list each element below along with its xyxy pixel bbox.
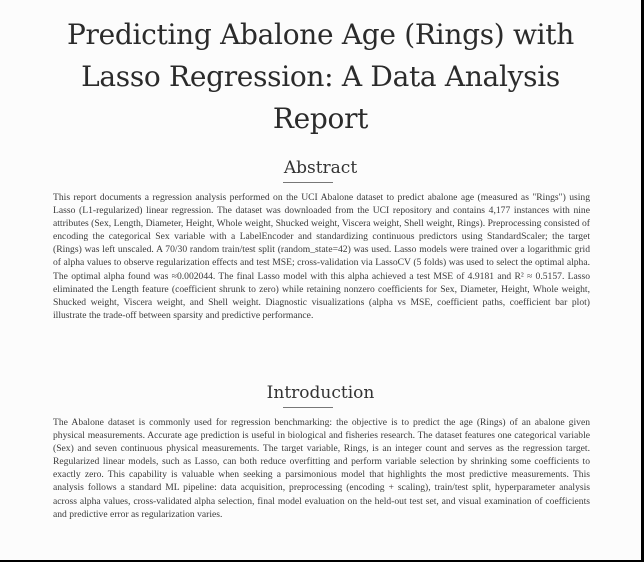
title-line-3: Report — [272, 102, 369, 135]
introduction-paragraph: The Abalone dataset is commonly used for regression benchmarking: the objective is to predict the age (Rings) of an abalone given physical measurements. Accurate age prediction is useful in biological and fisheries research. The dataset features one categorical variable (Sex) and seven continuous physical measurements. The target variable, Rings, is an integer count and serves as the regression target. Regularized linear models, such as Lasso, can both reduce overfitting and perform variable selection by shrinking some coefficients to exactly zero. This capability is valuable when seeking a parsimonious model that highlights the most predictive measurements. This analysis follows a standard ML pipeline: data acquisition, preprocessing (encoding + scaling), train/test split, hyperparameter analysis across alpha values, cross-validated alpha selection, final model evaluation on the held-out test set, and visual examination of coefficients and predictive error as regularization varies. — [53, 417, 590, 520]
title-line-1: Predicting Abalone Age (Rings) with — [66, 18, 574, 51]
introduction-heading-rule — [283, 407, 333, 408]
title-line-2: Lasso Regression: A Data Analysis — [81, 60, 560, 93]
report-title — [0, 14, 641, 140]
abstract-paragraph: This report documents a regression analysis performed on the UCI Abalone dataset to predict abalone age (measured as "Rings") using Lasso (L1-regularized) linear regression. The dataset was downloaded from the UCI repository and contains 4,177 instances with nine attributes (Sex, Length, Diameter, Height, Whole weight, Shucked weight, Viscera weight, Shell weight, Rings). Preprocessing consisted of encoding the categorical Sex variable with a LabelEncoder and standardizing continuous predictors using StandardScaler; the target (Rings) was left unscaled. A 70/30 random train/test split (random_state=42) was used. Lasso models were trained over a logarithmic grid of alpha values to observe regularization effects and test MSE; cross-validation via LassoCV (5 folds) was used to select the optimal alpha. The optimal alpha found was ≈0.002044. The final Lasso model with this alpha achieved a test MSE of 4.9181 and R² ≈ 0.5157. Lasso eliminated the Length feature (coefficient shrunk to zero) while retaining nonzero coefficients for Sex, Diameter, Height, Whole weight, Shucked weight, Viscera weight, and Shell weight. Diagnostic visualizations (alpha vs MSE, coefficient paths, coefficient bar plot) illustrate the trade-off between sparsity and predictive performance. — [53, 192, 590, 321]
abstract-heading: Abstract — [283, 158, 358, 178]
introduction-heading: Introduction — [266, 383, 375, 403]
abstract-heading-rule — [283, 182, 333, 183]
